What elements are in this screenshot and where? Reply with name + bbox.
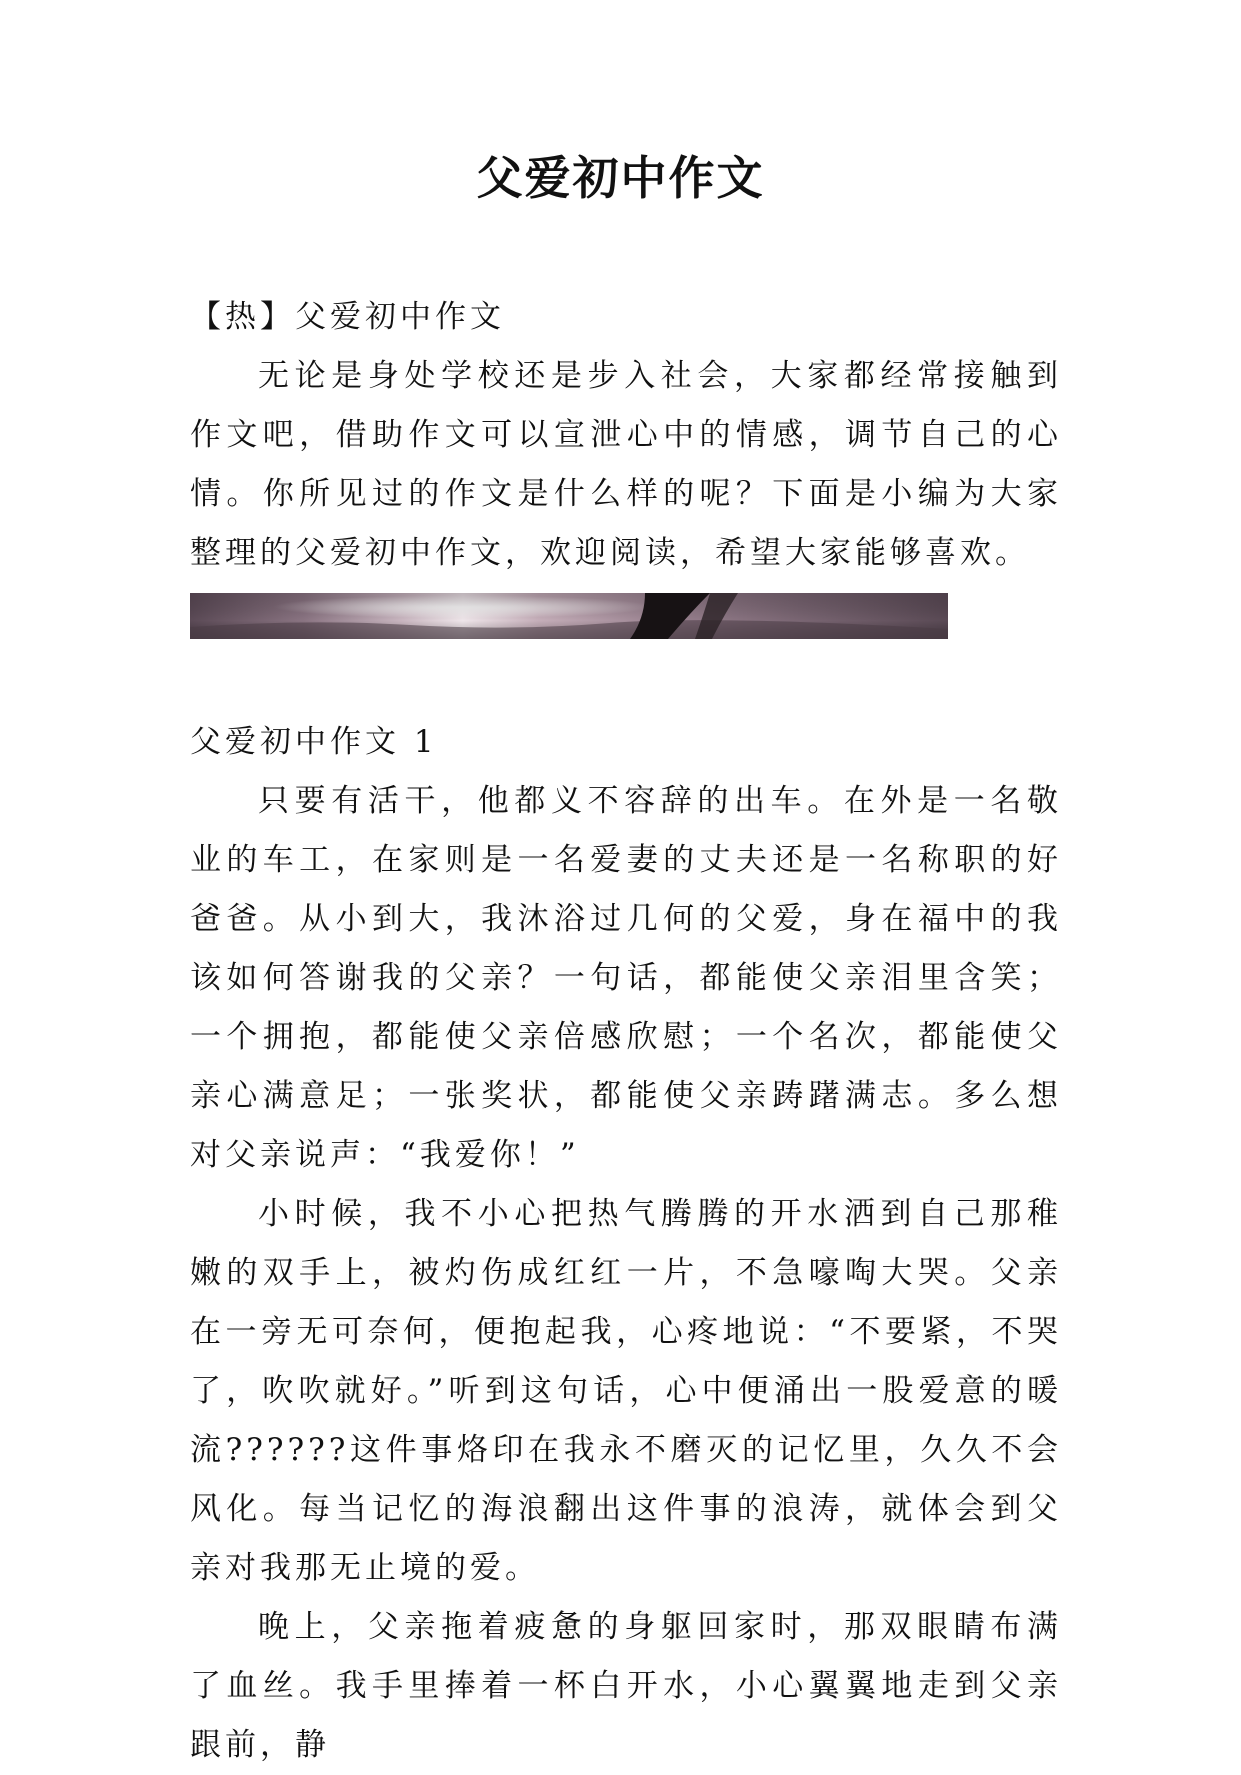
page-title: 父爱初中作文: [476, 151, 765, 205]
document-subtitle: 【热】父爱初中作文: [190, 299, 505, 335]
intro-paragraph: 无论是身处学校还是步入社会，大家都经常接触到作文吧，借助作文可以宣泄心中的情感，调节自己的心情。你所见过的作文是什么样的呢？下面是小编为大家整理的父爱初中作文，欢迎阅读，希望大家能够喜欢。: [190, 358, 1062, 571]
body-paragraph: 只要有活干，他都义不容辞的出车。在外是一名敬业的车工，在家则是一名爱妻的丈夫还是一名称职的好爸爸。从小到大，我沐浴过几何的父爱，身在福中的我该如何答谢我的父亲？一句话，都能使父亲泪里含笑；一个拥抱，都能使父亲倍感欣慰；一个名次，都能使父亲心满意足；一张奖状，都能使父亲踌躇满志。多么想对父亲说声：“我爱你！”: [190, 783, 1062, 1173]
spacer: [190, 639, 1062, 713]
body-paragraph: 晚上，父亲拖着疲惫的身躯回家时，那双眼睛布满了血丝。我手里捧着一杯白开水，小心翼翼地走到父亲跟前，静: [190, 1609, 1062, 1763]
section-heading: 父爱初中作文 1: [190, 724, 438, 760]
banner-image: [190, 593, 948, 639]
body-paragraph: 小时候，我不小心把热气腾腾的开水洒到自己那稚嫩的双手上，被灼伤成红红一片，不急嚎啕大哭。父亲在一旁无可奈何，便抱起我，心疼地说：“不要紧，不哭了，吹吹就好。”听到这句话，心中便涌出一股爱意的暖流??????这件事烙印在我永不磨灭的记忆里，久久不会风化。每当记忆的海浪翻出这件事的浪涛，就体会到父亲对我那无止境的爱。: [190, 1196, 1062, 1586]
document-body: [190, 288, 1062, 1775]
